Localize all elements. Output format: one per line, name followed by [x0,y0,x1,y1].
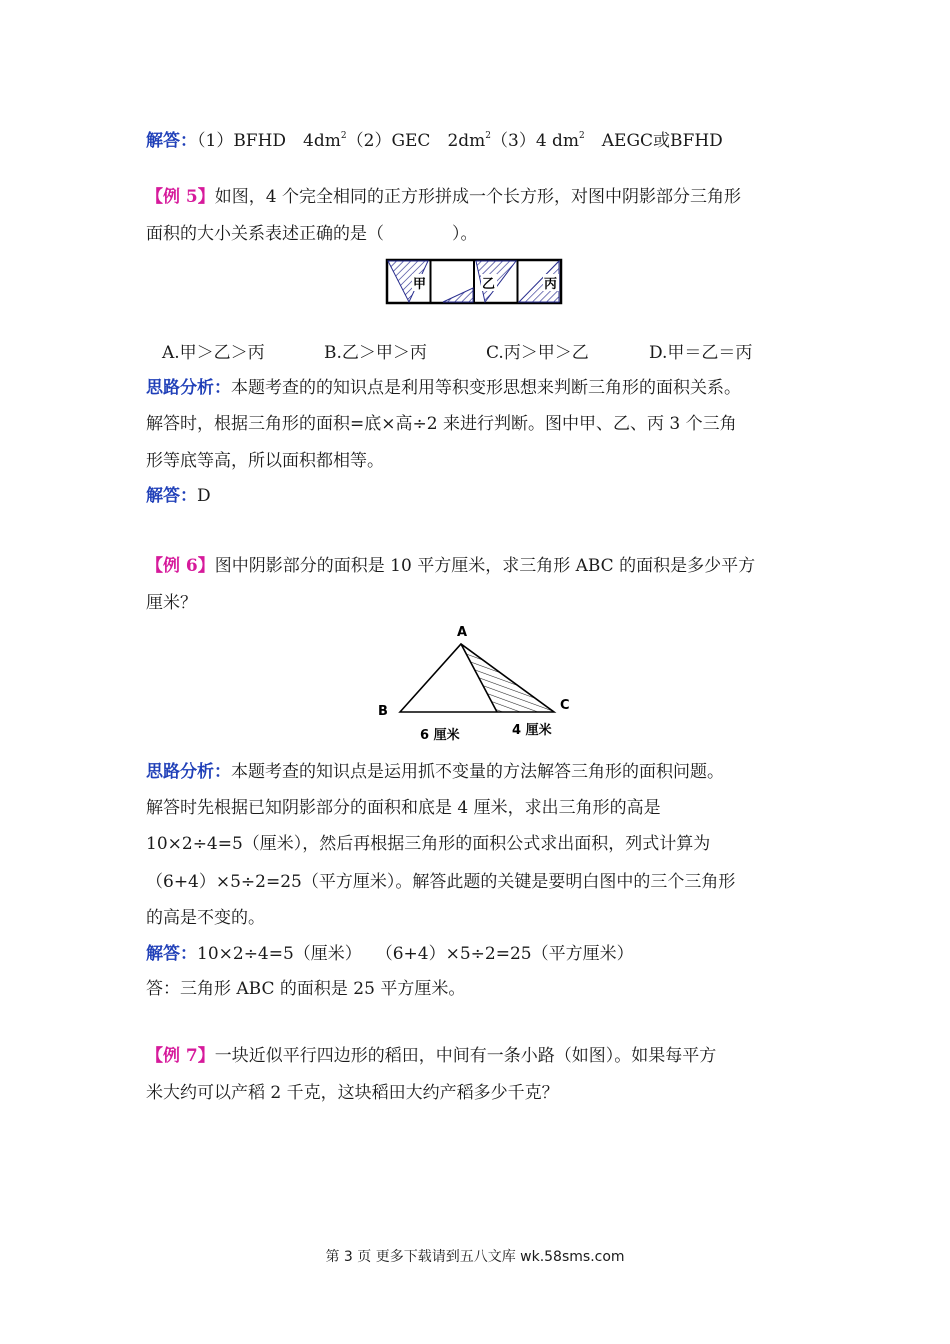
superscript-2: 2 [485,131,491,141]
option-a: A.甲＞乙＞丙 [162,343,265,363]
ex7-question-line-2: 米大约可以产稻 2 千克，这块稻田大约产稻多少千克？ [146,1083,559,1103]
vertex-a: A [457,625,468,640]
label-jia: 甲 [413,277,427,292]
answer-label: 解答： [146,486,197,506]
superscript-2: 2 [579,131,585,141]
ex6-answer-line [146,942,634,966]
analysis-label: 思路分析： [146,378,231,398]
label-bing: 丙 [544,277,558,292]
answer-part-2: （2）GEC 2dm [346,131,486,151]
ex6-analysis-text-1: 本题考查的知识点是运用抓不变量的方法解答三角形的面积问题。 [231,762,724,782]
ex5-question-text-1: 如图，4 个完全相同的正方形拼成一个长方形，对图中阴影部分三角形 [214,187,741,207]
option-d: D.甲＝乙＝丙 [649,343,753,363]
vertex-c: C [560,698,570,713]
ex6-analysis-line-4: （6+4）×5÷2=25（平方厘米）。解答此题的关键是要明白图中的三个三角形 [146,872,736,892]
option-c: C.丙＞甲＞乙 [486,343,589,363]
ex6-analysis-line-2: 解答时先根据已知阴影部分的面积和底是 4 厘米，求出三角形的高是 [146,798,661,818]
ex6-question-text-1: 图中阴影部分的面积是 10 平方厘米，求三角形 ABC 的面积是多少平方 [214,556,756,576]
answer-part-1: （1）BFHD 4dm [197,131,341,151]
ex7-question-text-1: 一块近似平行四边形的稻田，中间有一条小路（如图）。如果每平方 [214,1046,717,1066]
ex6-analysis-line-5: 的高是不变的。 [146,908,265,928]
ex5-answer: D [197,486,211,506]
answer-line-prev [146,124,723,153]
ex7-tag: 【例 7】 [146,1046,215,1066]
label-yi: 乙 [482,277,496,292]
ex6-reply-line: 答：三角形 ABC 的面积是 25 平方厘米。 [146,979,466,999]
ex7-question-line-1 [146,1044,716,1068]
answer-label: 解答： [146,944,197,964]
length-right: 4 厘米 [512,723,552,738]
ex5-figure [385,258,565,306]
ex6-tag: 【例 6】 [146,556,215,576]
ex6-analysis-line-1 [146,760,724,784]
length-left: 6 厘米 [420,728,460,743]
superscript-2: 2 [340,131,347,141]
ex5-tag: 【例 5】 [146,187,215,207]
answer-part-3: （3）4 dm [491,131,580,151]
vertex-b: B [378,704,388,719]
ex5-question-line-1 [146,185,741,209]
ex6-analysis-line-3: 10×2÷4=5（厘米），然后再根据三角形的面积公式求出面积，列式计算为 [146,834,711,854]
ex5-answer-line [146,484,211,508]
option-b: B.乙＞甲＞丙 [324,343,427,363]
ex5-question-line-2: 面积的大小关系表述正确的是（ ）。 [146,224,478,244]
triangle-yi [443,288,473,302]
ex6-figure [372,620,582,748]
ex5-options [162,341,752,365]
ex6-question-line-2: 厘米？ [146,593,197,613]
answer-label: 解答： [146,131,197,151]
analysis-label: 思路分析： [146,762,231,782]
ex5-analysis-line-2: 解答时，根据三角形的面积=底×高÷2 来进行判断。图中甲、乙、丙 3 个三角 [146,414,737,434]
ex5-analysis-line-3: 形等底等高，所以面积都相等。 [146,451,384,471]
ex6-question-line-1 [146,554,755,578]
ex5-analysis-text-1: 本题考查的的知识点是利用等积变形思想来判断三角形的面积关系。 [231,378,741,398]
answer-part-4: AEGC或BFHD [584,131,723,151]
page-footer: 第 3 页 更多下载请到五八文库 wk.58sms.com [325,1249,625,1265]
ex6-answer: 10×2÷4=5（厘米） （6+4）×5÷2=25（平方厘米） [197,944,634,964]
ex5-analysis-line-1 [146,376,741,400]
